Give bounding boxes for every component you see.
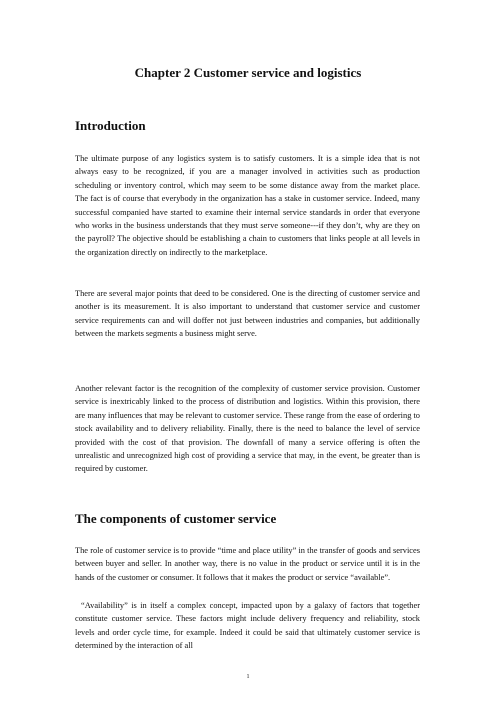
- paragraph: “Availability” is in itself a complex concept, impacted upon by a galaxy of factors that together constitute customer service. These factors might include delivery frequency and reliability, stock levels and order cycle time, for example. Indeed it could be said that ultimately customer service is determined by the interaction of all: [75, 601, 420, 651]
- section-heading-components: The components of customer service: [75, 511, 277, 526]
- section-heading-introduction: Introduction: [75, 118, 146, 133]
- page-number: 1: [246, 674, 250, 680]
- chapter-title: Chapter 2 Customer service and logistics: [134, 65, 362, 80]
- paragraph: Another relevant factor is the recognition of the complexity of customer service provision. Customer service is inextricably linked to the process of distribution and logistics. Within this provision, there are many influences that may be relevant to customer service. These range from the ease of ordering to stock availability and to delivery reliability. Finally, there is the need to balance the level of service provided with the cost of that provision. The downfall of many a service offering is often the unrealistic and unrecognized high cost of providing a service that may, in the event, be greater than is required by customer.: [75, 384, 420, 474]
- paragraph: The role of customer service is to provide “time and place utility” in the transfer of goods and services between buyer and seller. In another way, there is no value in the product or service until it is in the hands of the customer or consumer. It follows that it makes the product or service “available”.: [75, 546, 420, 582]
- paragraph: The ultimate purpose of any logistics system is to satisfy customers. It is a simple idea that is not always easy to be recognized, if you are a manager involved in activities such as production scheduling or inventory control, which may seem to be some distance away from the market place. The fact is of course that everybody in the organization has a stake in customer service. Indeed, many successful companied have started to examine their internal service standards in order that everyone who works in the business understands that they must serve someone---if they don’t, why are they on the payroll? The objective should be establishing a chain to customers that links people at all levels in the organization directly on indirectly to the marketplace.: [75, 154, 420, 257]
- paragraph: There are several major points that deed to be considered. One is the directing of customer service and another is its measurement. It is also important to understand that customer service and customer service requirements can and will doffer not just between industries and companies, but additionally between the markets segments a business might serve.: [75, 289, 420, 339]
